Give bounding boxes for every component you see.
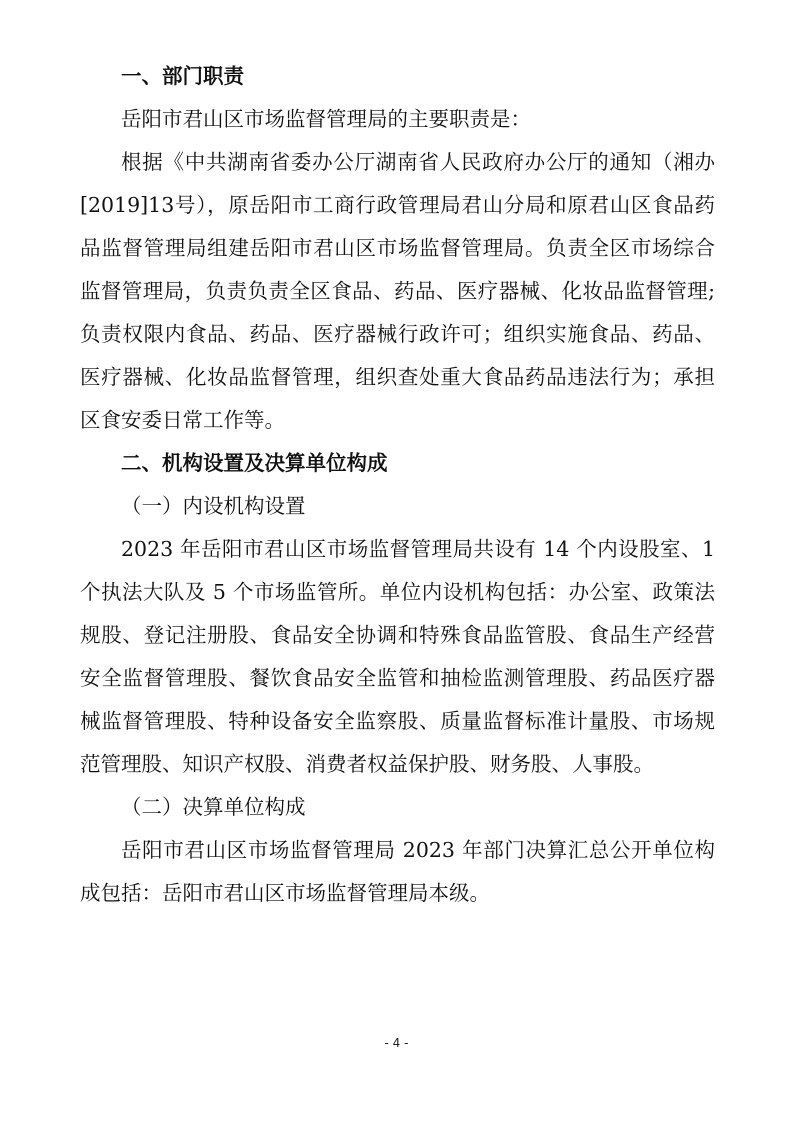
duties-intro: 岳阳市君山区市场监督管理局的主要职责是： [121, 107, 531, 131]
internal-structure-body: 2023 年岳阳市君山区市场监督管理局共设有 14 个内设股室、1 个执法大队及 5 个市场监管所。单位内设机构包括：办公室、政策法规股、登记注册股、食品安全协调和特殊食品监管股、食品生产经营安全监督管理股、餐饮食品安全监管和抽检监测管理股、药品医疗器械监督管理股、特种设备安全监察股、质量监督标准计量股、市场规范管理股、知识产权股、消费者权益保护股、财务股、人事股。 [80, 537, 715, 776]
section-heading-duties: 一、部门职责 [121, 64, 244, 88]
subheading-internal-structure: （一）内设机构设置 [121, 494, 306, 518]
subheading-accounting-units: （二）决算单位构成 [121, 795, 306, 819]
document-body [80, 55, 715, 915]
page-number: - 4 - [384, 1036, 409, 1050]
section-heading-organization: 二、机构设置及决算单位构成 [121, 451, 388, 475]
accounting-units-body: 岳阳市君山区市场监督管理局 2023 年部门决算汇总公开单位构成包括：岳阳市君山区市场监督管理局本级。 [80, 838, 715, 905]
duties-body: 根据《中共湖南省委办公厅湖南省人民政府办公厅的通知（湘办[2019]13号），原岳阳市工商行政管理局君山分局和原君山区食品药品监督管理局组建岳阳市君山区市场监督管理局。负责全区市场综合监督管理局，负责负责全区食品、药品、医疗器械、化妆品监督管理;负责权限内食品、药品、医疗器械行政许可；组织实施食品、药品、医疗器械、化妆品监督管理，组织查处重大食品药品违法行为；承担区食安委日常工作等。 [80, 150, 715, 432]
